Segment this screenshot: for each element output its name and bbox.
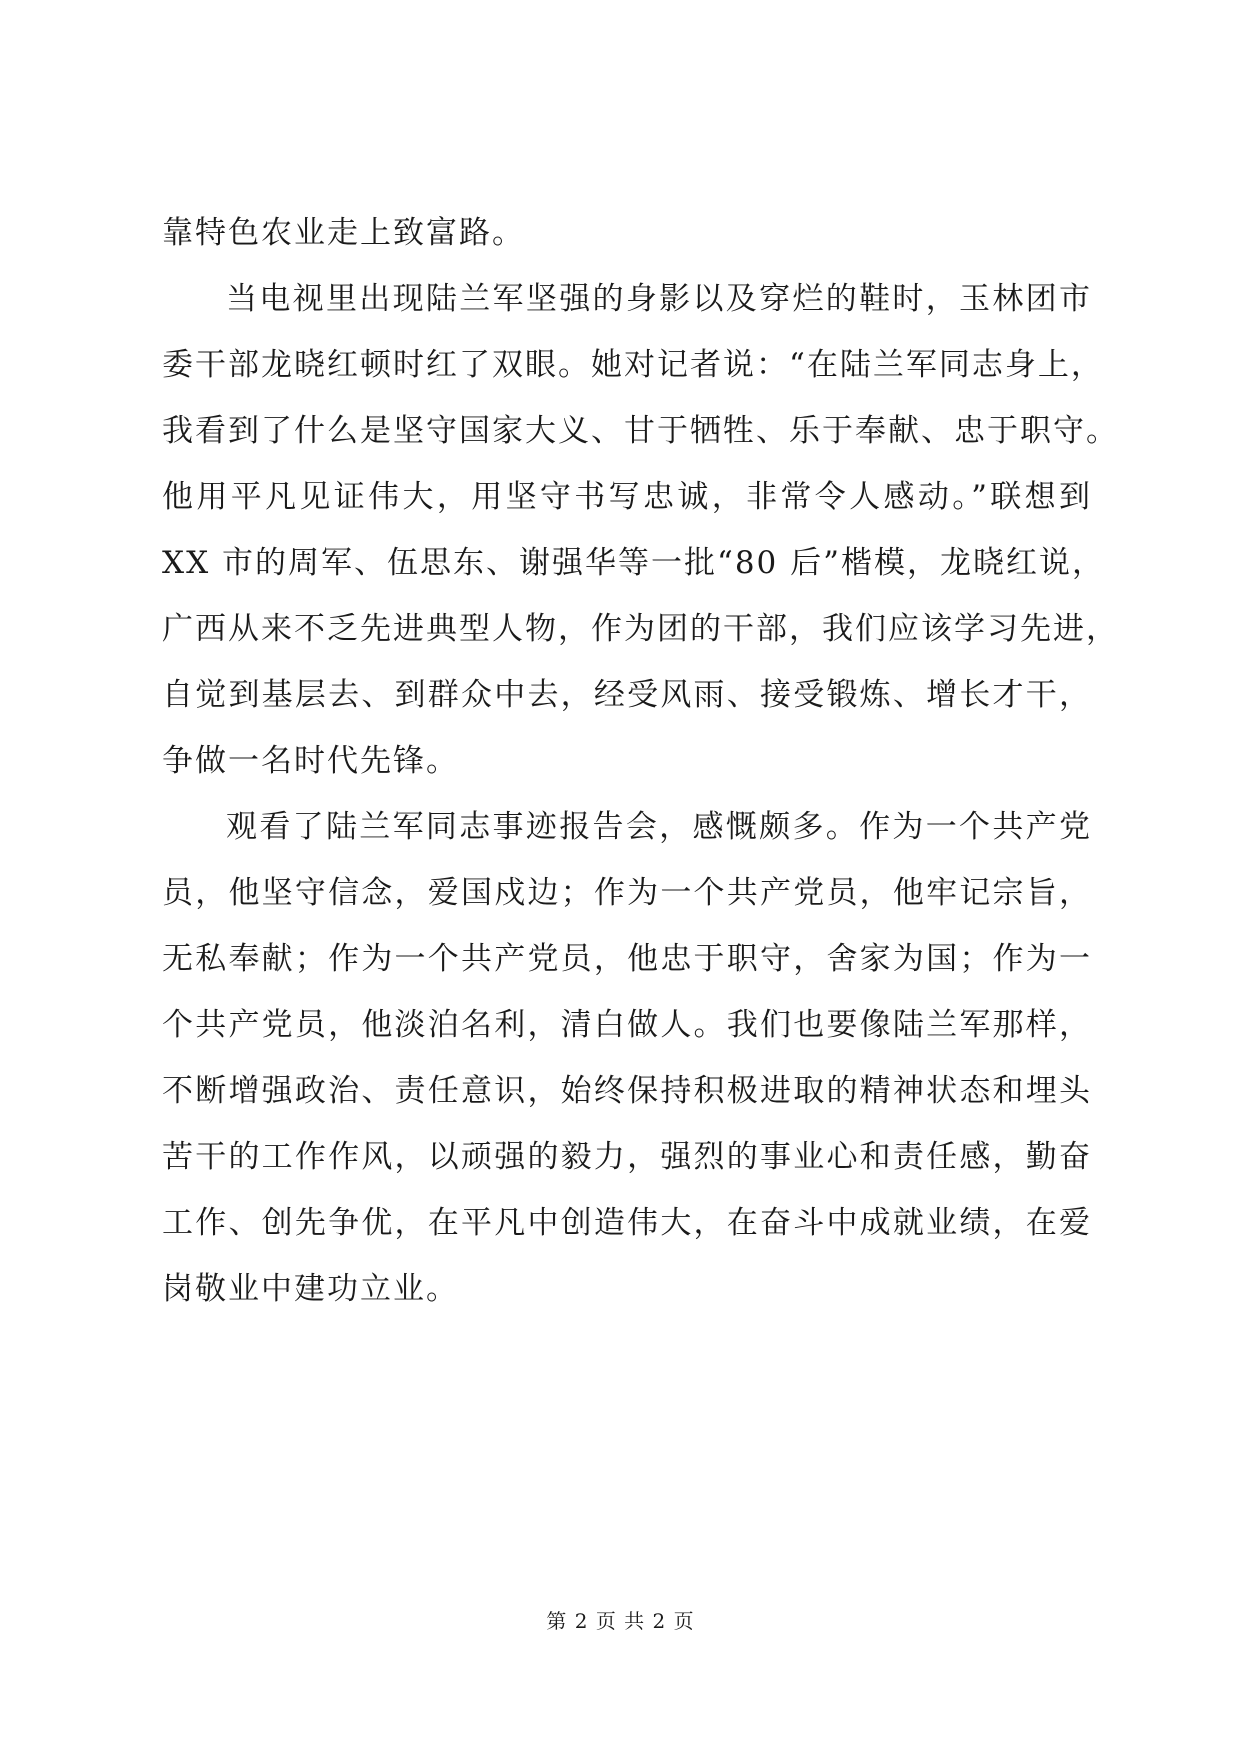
document-body	[162, 200, 1119, 1322]
text-line: 争做一名时代先锋。	[162, 743, 459, 779]
text-line: 个共产党员，他淡泊名利，清白做人。我们也要像陆兰军那样，	[162, 1007, 1092, 1043]
text-line: 靠特色农业走上致富路。	[162, 215, 525, 251]
text-line: 苦干的工作作风，以顽强的毅力，强烈的事业心和责任感，勤奋	[162, 1139, 1092, 1175]
text-line: 工作、创先争优，在平凡中创造伟大，在奋斗中成就业绩，在爱	[162, 1205, 1092, 1241]
text-line: 不断增强政治、责任意识，始终保持积极进取的精神状态和埋头	[162, 1073, 1092, 1109]
text-line: 广西从来不乏先进典型人物，作为团的干部，我们应该学习先进，	[162, 611, 1119, 647]
text-line: 岗敬业中建功立业。	[162, 1271, 459, 1307]
text-line: 当电视里出现陆兰军坚强的身影以及穿烂的鞋时，玉林团市	[226, 281, 1092, 317]
text-line: 员，他坚守信念，爱国戍边；作为一个共产党员，他牢记宗旨，	[162, 875, 1092, 911]
text-line: 委干部龙晓红顿时红了双眼。她对记者说：“在陆兰军同志身上，	[162, 347, 1104, 383]
page-number-footer: 第 2 页 共 2 页	[546, 1609, 695, 1633]
text-line: 他用平凡见证伟大，用坚守书写忠诚，非常令人感动。”联想到	[162, 479, 1092, 515]
text-line: XX 市的周军、伍思东、谢强华等一批“80 后”楷模，龙晓红说，	[162, 545, 1105, 581]
text-line: 我看到了什么是坚守国家大义、甘于牺牲、乐于奉献、忠于职守。	[162, 413, 1119, 449]
text-line: 无私奉献；作为一个共产党员，他忠于职守，舍家为国；作为一	[162, 941, 1092, 977]
text-line: 自觉到基层去、到群众中去，经受风雨、接受锻炼、增长才干，	[162, 677, 1092, 713]
text-line: 观看了陆兰军同志事迹报告会，感慨颇多。作为一个共产党	[226, 809, 1092, 845]
